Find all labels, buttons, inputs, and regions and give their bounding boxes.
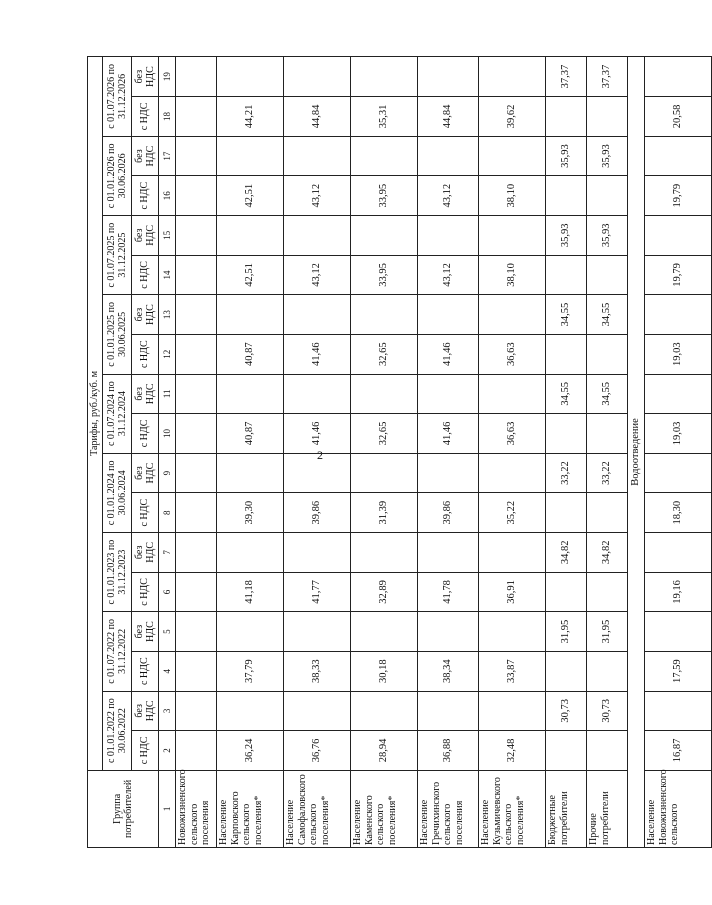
tariff-value: 41,46 [418, 414, 479, 454]
tariff-value [418, 57, 479, 97]
tariff-value: 41,46 [284, 414, 351, 454]
tariff-value: 38,10 [479, 255, 546, 295]
table-row [479, 57, 546, 848]
tariff-value [351, 533, 418, 573]
tariff-value [587, 255, 628, 295]
tariff-value [418, 612, 479, 652]
period-header: с 01.01.2024 по 30.06.2024 [103, 453, 132, 532]
tariff-value [284, 612, 351, 652]
tariff-value: 19,79 [645, 255, 712, 295]
tariff-value [645, 691, 712, 731]
tariff-value [176, 57, 217, 97]
tariff-value: 39,30 [217, 493, 284, 533]
tariff-value [217, 612, 284, 652]
tariff-value [546, 493, 587, 533]
tariff-value: 37,37 [546, 57, 587, 97]
tariff-value [645, 374, 712, 414]
table-row [546, 57, 587, 848]
tariff-value: 31,39 [351, 493, 418, 533]
table-row [217, 57, 284, 848]
table-row [418, 57, 479, 848]
tariff-value: 16,87 [645, 731, 712, 771]
consumer-group: Население Новожизненского сельского [645, 770, 712, 847]
tariff-value: 34,82 [546, 533, 587, 573]
tariff-value [176, 533, 217, 573]
tariff-value [587, 97, 628, 137]
tariff-value [176, 136, 217, 176]
tariff-value: 19,79 [645, 176, 712, 216]
tariff-value [645, 216, 712, 256]
tariff-value [176, 97, 217, 137]
tariff-value: 35,93 [587, 136, 628, 176]
tariff-value [176, 651, 217, 691]
tariff-value: 35,22 [479, 493, 546, 533]
tariff-value [351, 216, 418, 256]
tariff-value [479, 533, 546, 573]
column-number: 5 [159, 612, 176, 652]
tariff-value [284, 136, 351, 176]
tariff-value [284, 295, 351, 335]
column-number: 15 [159, 216, 176, 256]
tariff-value [546, 255, 587, 295]
tariff-value [479, 295, 546, 335]
tariff-value [176, 374, 217, 414]
table-row [284, 57, 351, 848]
without-vat-header: без НДС [132, 533, 159, 573]
tariff-value [479, 691, 546, 731]
tariff-value [587, 334, 628, 374]
tariff-value: 33,22 [546, 453, 587, 493]
section-title: Водоотведение [628, 57, 645, 848]
tariff-value: 38,10 [479, 176, 546, 216]
tariff-value: 36,24 [217, 731, 284, 771]
consumer-group: Население Карповского сельского поселения* [217, 770, 284, 847]
tariff-value [217, 453, 284, 493]
column-number: 13 [159, 295, 176, 335]
tariff-value [479, 612, 546, 652]
tariff-value [217, 295, 284, 335]
tariff-value [284, 57, 351, 97]
tariff-value [546, 176, 587, 216]
column-number: 12 [159, 334, 176, 374]
tariff-value: 33,95 [351, 176, 418, 216]
tariff-value [418, 691, 479, 731]
tariff-value [176, 731, 217, 771]
tariff-value: 36,63 [479, 414, 546, 454]
tariff-value [284, 453, 351, 493]
period-header: с 01.01.2022 по 30.06.2022 [103, 691, 132, 770]
tariff-value: 34,55 [546, 295, 587, 335]
with-vat-header: с НДС [132, 414, 159, 454]
tariff-value: 34,55 [587, 374, 628, 414]
tariff-value: 35,93 [587, 216, 628, 256]
tariff-value [351, 453, 418, 493]
tariff-value: 31,95 [546, 612, 587, 652]
tariff-value [351, 57, 418, 97]
tariff-value [418, 216, 479, 256]
tariff-value [284, 374, 351, 414]
tariff-value [176, 572, 217, 612]
column-number: 2 [159, 731, 176, 771]
section-row [628, 57, 645, 848]
column-number: 18 [159, 97, 176, 137]
tariff-value [351, 612, 418, 652]
tariff-value: 32,65 [351, 414, 418, 454]
tariff-value: 38,33 [284, 651, 351, 691]
tariff-value: 41,46 [284, 334, 351, 374]
tariff-value [418, 533, 479, 573]
tariff-value [217, 374, 284, 414]
column-number: 9 [159, 453, 176, 493]
tariff-value [176, 176, 217, 216]
tariff-value: 30,73 [546, 691, 587, 731]
tariff-table [87, 56, 712, 848]
consumer-group: Новожизненского сельского поселения [176, 770, 217, 847]
tariff-value: 41,18 [217, 572, 284, 612]
tariff-value [418, 453, 479, 493]
tariff-value: 39,86 [284, 493, 351, 533]
without-vat-header: без НДС [132, 691, 159, 731]
tariff-value: 20,58 [645, 97, 712, 137]
tariff-value [546, 731, 587, 771]
column-number: 1 [159, 770, 176, 847]
tariff-value [587, 651, 628, 691]
without-vat-header: без НДС [132, 453, 159, 493]
column-number: 19 [159, 57, 176, 97]
tariff-value: 32,89 [351, 572, 418, 612]
tariff-value: 37,37 [587, 57, 628, 97]
column-number: 6 [159, 572, 176, 612]
tariff-value [418, 374, 479, 414]
tariff-value [284, 533, 351, 573]
page-number: 2 [317, 448, 323, 462]
tariff-value: 33,87 [479, 651, 546, 691]
period-header: с 01.07.2025 по 31.12.2025 [103, 216, 132, 295]
tariff-value: 38,34 [418, 651, 479, 691]
tariff-value [479, 57, 546, 97]
tariff-value [217, 691, 284, 731]
without-vat-header: без НДС [132, 136, 159, 176]
tariff-value [479, 453, 546, 493]
tariff-value: 41,46 [418, 334, 479, 374]
tariff-value [351, 691, 418, 731]
tariff-header: Тарифы, руб./куб. м [88, 57, 103, 771]
tariff-value: 43,12 [418, 255, 479, 295]
period-header: с 01.01.2023 по 31.12.2023 [103, 533, 132, 612]
tariff-value [176, 691, 217, 731]
column-number: 10 [159, 414, 176, 454]
tariff-value [217, 136, 284, 176]
tariff-value: 42,51 [217, 255, 284, 295]
without-vat-header: без НДС [132, 612, 159, 652]
column-number: 4 [159, 651, 176, 691]
tariff-value: 30,18 [351, 651, 418, 691]
tariff-value [176, 255, 217, 295]
tariff-value [645, 612, 712, 652]
tariff-value [546, 572, 587, 612]
tariff-value [645, 453, 712, 493]
tariff-value [176, 612, 217, 652]
tariff-value: 32,65 [351, 334, 418, 374]
consumer-group: Население Самофаловского сельского поселения* [284, 770, 351, 847]
tariff-value: 44,84 [418, 97, 479, 137]
tariff-value: 33,95 [351, 255, 418, 295]
tariff-value [587, 414, 628, 454]
tariff-value [479, 216, 546, 256]
tariff-value: 19,03 [645, 414, 712, 454]
tariff-value [418, 295, 479, 335]
tariff-value: 35,93 [546, 216, 587, 256]
tariff-value: 36,63 [479, 334, 546, 374]
table-row [176, 57, 217, 848]
tariff-value [176, 453, 217, 493]
column-number: 17 [159, 136, 176, 176]
with-vat-header: с НДС [132, 651, 159, 691]
tariff-value: 43,12 [284, 176, 351, 216]
tariff-value [217, 57, 284, 97]
tariff-value: 30,73 [587, 691, 628, 731]
tariff-value [546, 97, 587, 137]
tariff-value: 19,03 [645, 334, 712, 374]
tariff-value: 42,51 [217, 176, 284, 216]
tariff-value: 44,84 [284, 97, 351, 137]
period-header: с 01.07.2022 по 31.12.2022 [103, 612, 132, 691]
table-row [587, 57, 628, 848]
tariff-value [546, 414, 587, 454]
tariff-value [176, 295, 217, 335]
without-vat-header: без НДС [132, 216, 159, 256]
tariff-value [645, 295, 712, 335]
with-vat-header: с НДС [132, 97, 159, 137]
tariff-value [217, 216, 284, 256]
without-vat-header: без НДС [132, 57, 159, 97]
tariff-value: 35,93 [546, 136, 587, 176]
tariff-value: 33,22 [587, 453, 628, 493]
tariff-value [587, 176, 628, 216]
tariff-value [176, 414, 217, 454]
with-vat-header: с НДС [132, 572, 159, 612]
tariff-value [546, 334, 587, 374]
period-header: с 01.01.2025 по 30.06.2025 [103, 295, 132, 374]
tariff-value [351, 295, 418, 335]
tariff-value [351, 374, 418, 414]
without-vat-header: без НДС [132, 295, 159, 335]
tariff-value: 32,48 [479, 731, 546, 771]
with-vat-header: с НДС [132, 334, 159, 374]
column-number: 11 [159, 374, 176, 414]
tariff-value [351, 136, 418, 176]
with-vat-header: с НДС [132, 493, 159, 533]
tariff-value: 34,82 [587, 533, 628, 573]
tariff-value [217, 533, 284, 573]
table-row [645, 57, 712, 848]
tariff-value [645, 533, 712, 573]
tariff-value: 39,62 [479, 97, 546, 137]
tariff-value [587, 493, 628, 533]
tariff-value [587, 572, 628, 612]
consumer-group: Бюджетные потребители [546, 770, 587, 847]
tariff-value [479, 374, 546, 414]
tariff-value [418, 136, 479, 176]
tariff-value: 43,12 [284, 255, 351, 295]
tariff-value: 43,12 [418, 176, 479, 216]
tariff-value: 40,87 [217, 414, 284, 454]
group-header: Группа потребителей [88, 770, 159, 847]
table-row [351, 57, 418, 848]
tariff-value: 40,87 [217, 334, 284, 374]
without-vat-header: без НДС [132, 374, 159, 414]
tariff-value: 41,78 [418, 572, 479, 612]
column-number: 8 [159, 493, 176, 533]
consumer-group: Население Каменского сельского поселения* [351, 770, 418, 847]
tariff-value [645, 57, 712, 97]
tariff-value [284, 216, 351, 256]
with-vat-header: с НДС [132, 176, 159, 216]
tariff-value [284, 691, 351, 731]
tariff-table-container [87, 56, 683, 848]
consumer-group: Население Гречихинского сельского поселения [418, 770, 479, 847]
tariff-value: 39,86 [418, 493, 479, 533]
tariff-value [176, 216, 217, 256]
tariff-value [176, 334, 217, 374]
tariff-value: 19,16 [645, 572, 712, 612]
consumer-group: Население Кузьмичевского сельского поселения* [479, 770, 546, 847]
tariff-value: 44,21 [217, 97, 284, 137]
tariff-value: 37,79 [217, 651, 284, 691]
tariff-value: 36,76 [284, 731, 351, 771]
period-header: с 01.01.2026 по 30.06.2026 [103, 136, 132, 215]
tariff-value [546, 651, 587, 691]
with-vat-header: с НДС [132, 255, 159, 295]
tariff-value [645, 136, 712, 176]
column-number: 3 [159, 691, 176, 731]
column-number: 7 [159, 533, 176, 573]
consumer-group: Прочие потребители [587, 770, 628, 847]
tariff-value [587, 731, 628, 771]
tariff-value: 17,59 [645, 651, 712, 691]
tariff-value: 35,31 [351, 97, 418, 137]
tariff-value: 36,88 [418, 731, 479, 771]
tariff-value: 34,55 [546, 374, 587, 414]
tariff-value: 28,94 [351, 731, 418, 771]
tariff-value [176, 493, 217, 533]
period-header: с 01.07.2026 по 31.12.2026 [103, 57, 132, 137]
with-vat-header: с НДС [132, 731, 159, 771]
tariff-value: 41,77 [284, 572, 351, 612]
column-number: 16 [159, 176, 176, 216]
tariff-value: 34,55 [587, 295, 628, 335]
tariff-value: 36,91 [479, 572, 546, 612]
tariff-value: 18,30 [645, 493, 712, 533]
column-number-row [159, 57, 176, 848]
tariff-value: 31,95 [587, 612, 628, 652]
period-header: с 01.07.2024 по 31.12.2024 [103, 374, 132, 453]
tariff-value [479, 136, 546, 176]
column-number: 14 [159, 255, 176, 295]
